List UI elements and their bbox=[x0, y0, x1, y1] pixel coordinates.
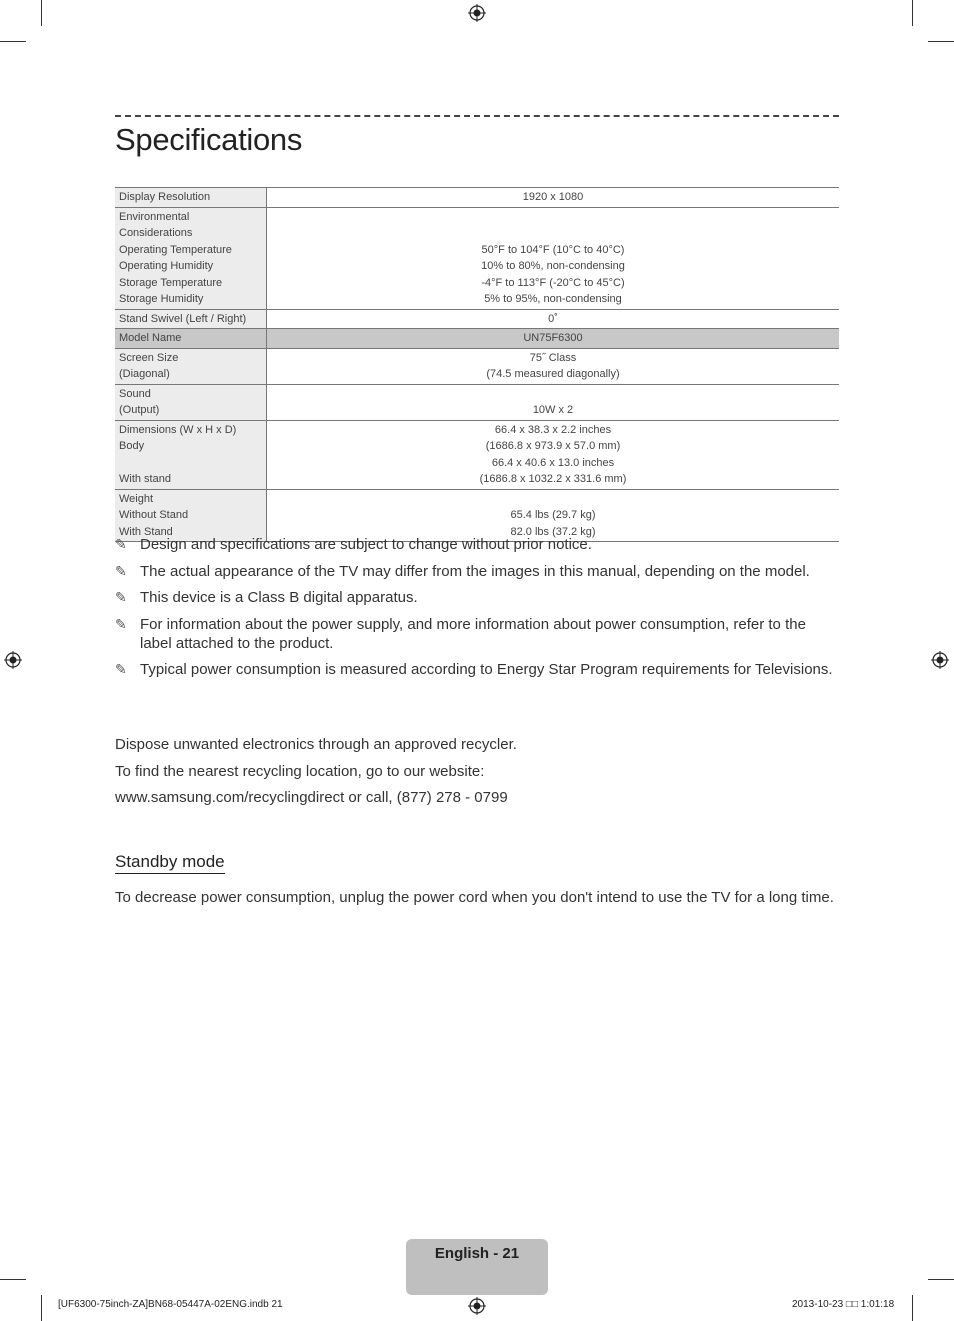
spec-value: UN75F6300 bbox=[523, 332, 583, 344]
spec-value: (1686.8 x 1032.2 x 331.6 mm) bbox=[479, 473, 627, 485]
spec-row bbox=[115, 384, 839, 420]
pencil-note-icon: ✎ bbox=[115, 562, 127, 579]
spec-value: (1686.8 x 973.9 x 57.0 mm) bbox=[485, 440, 621, 452]
spec-label: Without Stand bbox=[119, 509, 189, 521]
pencil-note-icon: ✎ bbox=[115, 536, 127, 552]
spec-value: (74.5 measured diagonally) bbox=[486, 368, 620, 380]
spec-value: 5% to 95%, non-condensing bbox=[484, 293, 622, 305]
spec-label: With Stand bbox=[119, 525, 173, 538]
spec-label: Weight bbox=[119, 492, 154, 505]
spec-value-cell bbox=[267, 384, 840, 420]
spec-label: Storage Temperature bbox=[119, 276, 223, 289]
spec-value-cell bbox=[267, 207, 840, 309]
note-text: For information about the power supply, and more information about power consumption, refer to the label attached to the product. bbox=[140, 615, 806, 652]
spec-value-cell bbox=[267, 420, 840, 489]
note-item bbox=[115, 615, 839, 653]
spec-row bbox=[115, 420, 839, 489]
spec-label: Dimensions (W x H x D) bbox=[119, 423, 237, 436]
spec-label: (Diagonal) bbox=[119, 368, 170, 380]
spec-label: Sound bbox=[119, 387, 151, 400]
spec-value-cell bbox=[267, 489, 840, 542]
spec-value: 10W x 2 bbox=[532, 404, 574, 416]
print-timestamp: 2013-10-23 □□ 1:01:18 bbox=[792, 1299, 895, 1310]
crop-mark bbox=[912, 1295, 913, 1321]
spec-label: Display Resolution bbox=[119, 191, 211, 203]
registration-mark-icon bbox=[468, 1297, 486, 1315]
crop-mark bbox=[41, 0, 42, 26]
spec-label-cell bbox=[115, 309, 267, 329]
note-item bbox=[115, 588, 839, 607]
spec-row bbox=[115, 207, 839, 309]
note-text: This device is a Class B digital apparatus. bbox=[140, 589, 418, 606]
note-text: Typical power consumption is measured according to Energy Star Program requirements for Televisions. bbox=[140, 661, 833, 678]
spec-value: 0˚ bbox=[548, 312, 558, 325]
spec-value: 50°F to 104°F (10°C to 40°C) bbox=[481, 243, 625, 256]
page-number: English - 21 bbox=[434, 1245, 520, 1262]
spec-value-cell bbox=[267, 309, 840, 329]
crop-mark bbox=[0, 1279, 26, 1280]
crop-mark bbox=[0, 41, 26, 42]
recycling-line-2: To find the nearest recycling location, go to our website: bbox=[115, 763, 485, 780]
spec-label: Storage Humidity bbox=[119, 293, 204, 305]
spec-value: 66.4 x 40.6 x 13.0 inches bbox=[491, 456, 615, 469]
spec-value: -4°F to 113°F (-20°C to 45°C) bbox=[481, 276, 625, 289]
registration-mark-icon bbox=[468, 4, 486, 22]
spec-value: 75˝ Class bbox=[529, 351, 577, 364]
spec-label-cell bbox=[115, 207, 267, 309]
spec-label: Body bbox=[119, 440, 145, 452]
spec-label: Operating Temperature bbox=[119, 243, 232, 256]
spec-label: With stand bbox=[119, 473, 171, 485]
pencil-note-icon: ✎ bbox=[115, 615, 127, 632]
spec-table bbox=[115, 187, 839, 542]
crop-mark bbox=[912, 0, 913, 26]
registration-mark-icon bbox=[931, 651, 949, 669]
crop-mark bbox=[928, 1279, 954, 1280]
spec-label: Environmental Considerations bbox=[119, 210, 193, 239]
page-title: Specifications bbox=[115, 122, 303, 157]
spec-value: 1920 x 1080 bbox=[522, 191, 584, 203]
spec-label-cell bbox=[115, 329, 267, 349]
standby-heading: Standby mode bbox=[115, 852, 225, 874]
standby-text: To decrease power consumption, unplug the power cord when you don't intend to use the TV for a long time. bbox=[115, 889, 834, 906]
recycling-url: www.samsung.com/recyclingdirect or call, (877) 278 - 0799 bbox=[115, 789, 508, 806]
note-item bbox=[115, 660, 839, 679]
spec-value-cell bbox=[267, 348, 840, 384]
spec-label: Screen Size bbox=[119, 351, 179, 364]
title-divider bbox=[115, 115, 839, 117]
page-number-tab bbox=[406, 1239, 548, 1295]
spec-label: Model Name bbox=[119, 332, 182, 344]
pencil-note-icon: ✎ bbox=[115, 661, 127, 677]
spec-label-cell bbox=[115, 489, 267, 542]
spec-row bbox=[115, 348, 839, 384]
note-item bbox=[115, 562, 839, 581]
spec-label: Stand Swivel (Left / Right) bbox=[119, 312, 247, 325]
spec-value: 82.0 lbs (37.2 kg) bbox=[510, 525, 596, 538]
spec-value-cell bbox=[267, 188, 840, 208]
crop-mark bbox=[928, 41, 954, 42]
spec-value: 10% to 80%, non-condensing bbox=[481, 260, 625, 272]
spec-row bbox=[115, 309, 839, 329]
spec-value: 65.4 lbs (29.7 kg) bbox=[510, 509, 596, 521]
note-item bbox=[115, 535, 839, 554]
spec-value-cell bbox=[267, 329, 840, 349]
pencil-note-icon: ✎ bbox=[115, 589, 127, 605]
spec-row bbox=[115, 188, 839, 208]
spec-label-cell bbox=[115, 420, 267, 489]
registration-mark-icon bbox=[4, 651, 22, 669]
notes-list bbox=[115, 535, 839, 687]
recycling-line-1: Dispose unwanted electronics through an approved recycler. bbox=[115, 736, 517, 753]
note-text: The actual appearance of the TV may differ from the images in this manual, depending on the model. bbox=[140, 562, 810, 580]
spec-label-cell bbox=[115, 384, 267, 420]
file-slug: [UF6300-75inch-ZA]BN68-05447A-02ENG.indb 21 bbox=[58, 1299, 283, 1310]
spec-label-cell bbox=[115, 348, 267, 384]
crop-mark bbox=[41, 1295, 42, 1321]
spec-label: (Output) bbox=[119, 404, 160, 416]
spec-value: 66.4 x 38.3 x 2.2 inches bbox=[494, 423, 612, 436]
spec-label-cell bbox=[115, 188, 267, 208]
spec-row bbox=[115, 489, 839, 542]
spec-label: Operating Humidity bbox=[119, 260, 214, 272]
spec-label bbox=[119, 455, 262, 472]
spec-row bbox=[115, 329, 839, 349]
note-text: Design and specifications are subject to change without prior notice. bbox=[140, 536, 592, 553]
